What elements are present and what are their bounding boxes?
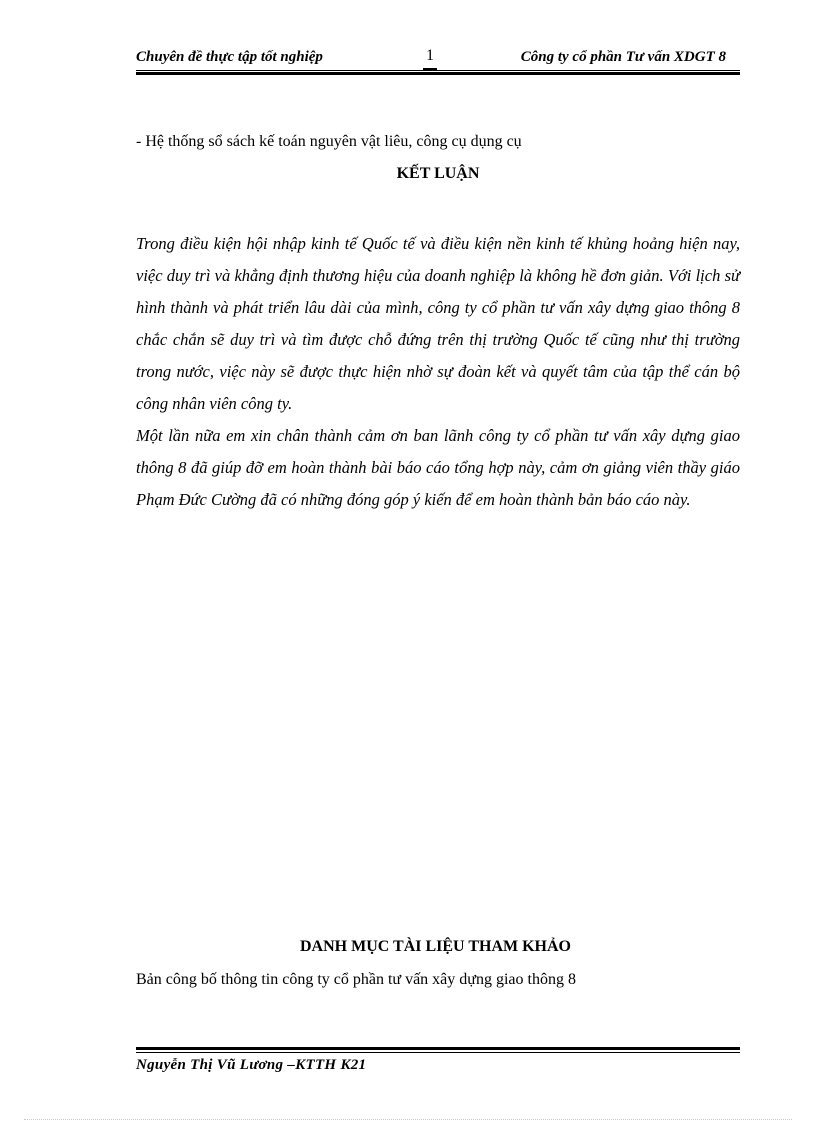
conclusion-body [136,228,740,516]
reference-item: Bản công bố thông tin công ty cổ phần tư vấn xây dựng giao thông 8 [136,971,576,988]
header-thesis-title: Chuyên đề thực tập tốt nghiệp [136,49,323,65]
references-heading: DANH MỤC TÀI LIỆU THAM KHẢO [300,938,571,955]
header-rule-thick [136,72,740,75]
conclusion-paragraph: Một lần nữa em xin chân thành cảm ơn ban lãnh công ty cổ phần tư vấn xây dựng giao thông 8 đã giúp đỡ em hoàn thành bài báo cáo tổng hợp này, cảm ơn giảng viên thầy giáo Phạm Đức Cường đã có những đóng góp ý kiến để em hoàn thành bản báo cáo này. [136,426,740,509]
page-edge-divider [24,1119,792,1120]
header-page-number: 1 [426,47,434,64]
footer-rule-thick [136,1047,740,1050]
conclusion-heading: KẾT LUẬN [396,165,480,182]
footer-author: Nguyễn Thị Vũ Lương –KTTH K21 [136,1057,367,1073]
header-rule-thin [136,70,740,71]
header-company-name: Công ty cổ phần Tư vấn XDGT 8 [520,49,726,65]
bullet-line: - Hệ thống sổ sách kế toán nguyên vật liêu, công cụ dụng cụ [136,133,522,150]
footer-rule-thin [136,1052,740,1053]
conclusion-paragraph: Trong điều kiện hội nhập kinh tế Quốc tế và điều kiện nền kinh tế khủng hoảng hiện nay, việc duy trì và khẳng định thương hiệu của doanh nghiệp là không hề đơn giản. Với lịch sử hình thành và phát triển lâu dài của mình, công ty cổ phần tư vấn xây dựng giao thông 8 chắc chắn sẽ duy trì và tìm được chỗ đứng trên thị trường Quốc tế cũng như thị trường trong nước, việc này sẽ được thực hiện nhờ sự đoàn kết và quyết tâm của tập thể cán bộ công nhân viên công ty. [136,234,740,413]
page-header [136,44,740,68]
